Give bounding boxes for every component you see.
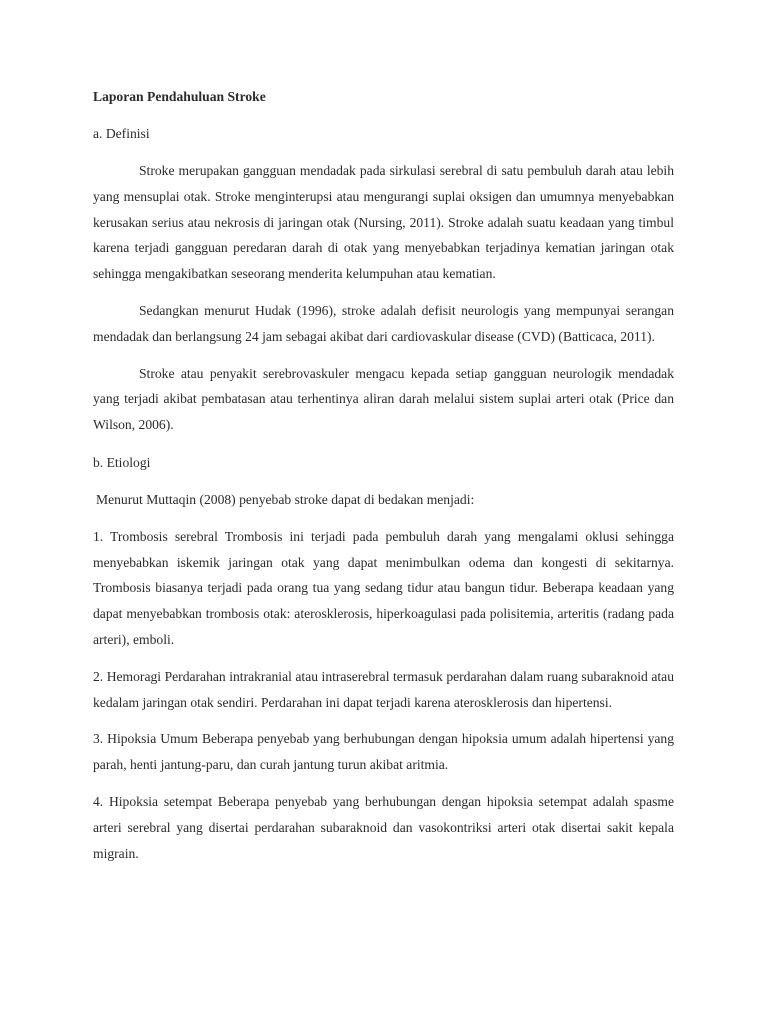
definisi-paragraph-2: Sedangkan menurut Hudak (1996), stroke adalah defisit neurologis yang mempunyai serangan mendadak dan berlangsung 24 jam sebagai akibat dari cardiovaskular disease (CVD) (Batticaca, 2011).: [93, 302, 674, 344]
etiologi-item-3: 3. Hipoksia Umum Beberapa penyebab yang berhubungan dengan hipoksia umum adalah hipertensi yang parah, henti jantung-paru, dan curah jantung turun akibat aritmia.: [93, 731, 674, 773]
etiologi-item-2: 2. Hemoragi Perdarahan intrakranial atau intraserebral termasuk perdarahan dalam ruang subaraknoid atau kedalam jaringan otak sendiri. Perdarahan ini dapat terjadi karena aterosklerosis dan hipertensi.: [93, 668, 674, 710]
section-heading-etiologi: b. Etiologi: [93, 454, 151, 470]
definisi-paragraph-1: Stroke merupakan gangguan mendadak pada sirkulasi serebral di satu pembuluh darah atau lebih yang mensuplai otak. Stroke menginterupsi atau mengurangi suplai oksigen dan umumnya menyebabkan kerusakan serius atau nekrosis di jaringan otak (Nursing, 2011). Stroke adalah suatu keadaan yang timbul karena terjadi gangguan peredaran darah di otak yang menyebabkan terjadinya kematian jaringan otak sehingga mengakibatkan seseorang menderita kelumpuhan atau kematian.: [93, 163, 674, 282]
definisi-paragraph-3: Stroke atau penyakit serebrovaskuler mengacu kepada setiap gangguan neurologik mendadak yang terjadi akibat pembatasan atau terhentinya aliran darah melalui sistem suplai arteri otak (Price dan Wilson, 2006).: [93, 365, 674, 433]
etiologi-item-1: 1. Trombosis serebral Trombosis ini terjadi pada pembuluh darah yang mengalami oklusi sehingga menyebabkan iskemik jaringan otak yang dapat menimbulkan odema dan kongesti di sekitarnya. Trombosis biasanya terjadi pada orang tua yang sedang tidur atau bangun tidur. Beberapa keadaan yang dapat menyebabkan trombosis otak: aterosklerosis, hiperkoagulasi pada polisitemia, arteritis (radang pada arteri), emboli.: [93, 528, 674, 647]
etiologi-intro: Menurut Muttaqin (2008) penyebab stroke dapat di bedakan menjadi:: [96, 491, 475, 507]
document-page: [93, 84, 674, 877]
etiologi-item-4: 4. Hipoksia setempat Beberapa penyebab yang berhubungan dengan hipoksia setempat adalah spasme arteri serebral yang disertai perdarahan subaraknoid dan vasokontriksi arteri otak disertai sakit kepala migrain.: [93, 793, 674, 861]
section-heading-definisi: a. Definisi: [93, 126, 150, 141]
document-title: Laporan Pendahuluan Stroke: [93, 89, 266, 104]
